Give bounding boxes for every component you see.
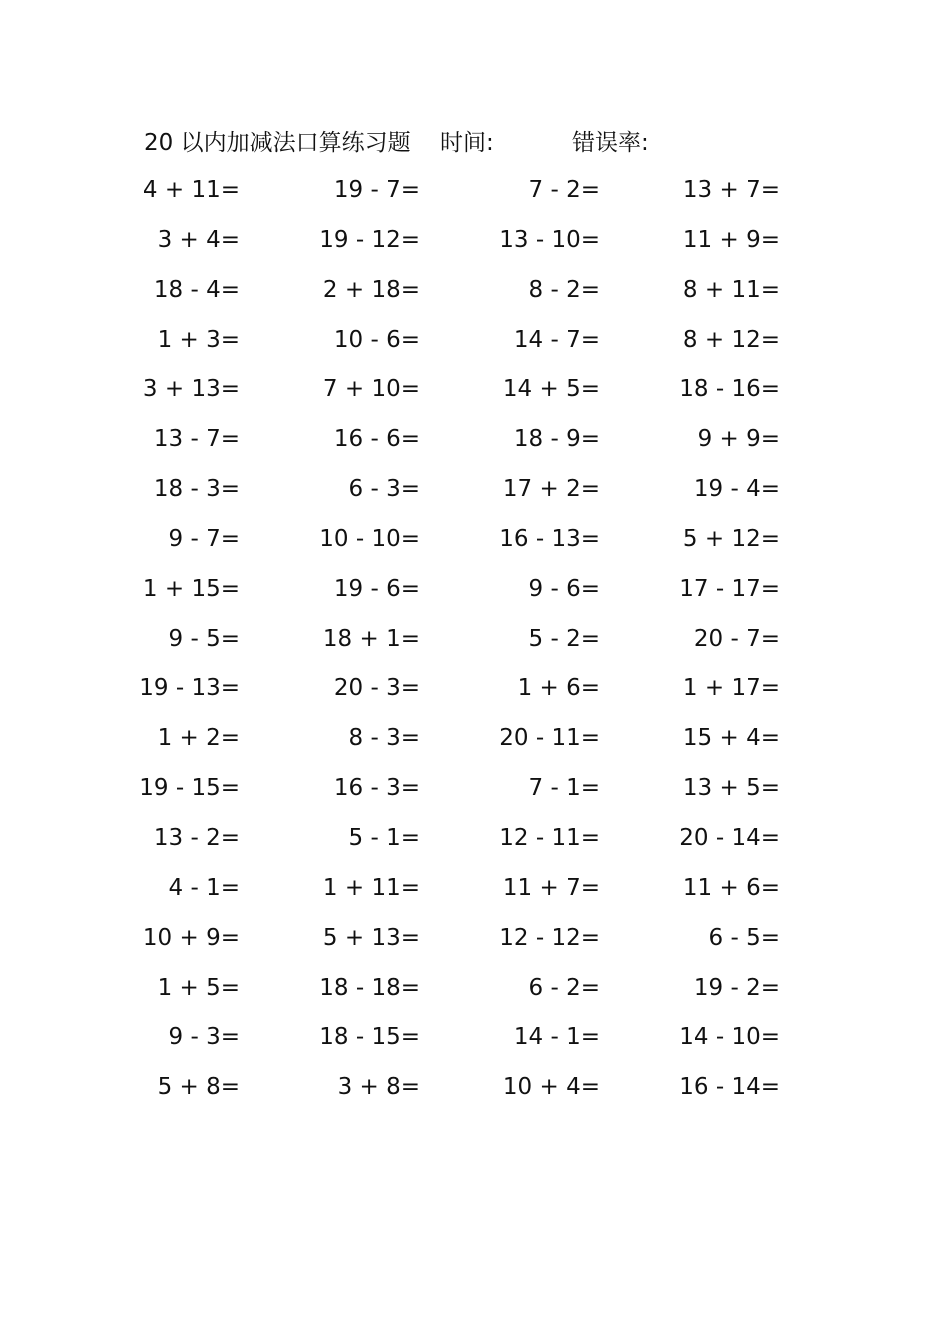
math-problem: 18 + 1= bbox=[322, 625, 420, 652]
math-problem: 17 + 2= bbox=[502, 476, 600, 503]
math-problem: 9 - 7= bbox=[168, 525, 240, 552]
math-problem: 8 - 3= bbox=[348, 725, 420, 752]
math-problem: 9 + 9= bbox=[697, 426, 780, 453]
problem-row bbox=[0, 914, 950, 964]
problem-row bbox=[0, 216, 950, 266]
math-problem: 14 - 7= bbox=[513, 326, 600, 353]
problem-row bbox=[0, 266, 950, 316]
problem-row bbox=[0, 615, 950, 665]
math-problem: 8 + 12= bbox=[682, 326, 780, 353]
math-problem: 14 - 1= bbox=[513, 1024, 600, 1051]
problem-row bbox=[0, 316, 950, 366]
math-problem: 14 - 10= bbox=[679, 1024, 780, 1051]
math-problem: 16 - 3= bbox=[333, 775, 420, 802]
problem-row bbox=[0, 465, 950, 515]
problem-row bbox=[0, 964, 950, 1014]
math-problem: 19 - 15= bbox=[139, 775, 240, 802]
problem-row bbox=[0, 864, 950, 914]
problem-row bbox=[0, 714, 950, 764]
math-problem: 9 - 6= bbox=[528, 575, 600, 602]
time-label: 时间: bbox=[440, 130, 494, 156]
math-problem: 19 - 12= bbox=[319, 226, 420, 253]
error-rate-label: 错误率: bbox=[572, 130, 649, 156]
math-problem: 1 + 3= bbox=[157, 326, 240, 353]
math-problem: 18 - 4= bbox=[153, 276, 240, 303]
math-problem: 10 - 10= bbox=[319, 525, 420, 552]
math-problem: 18 - 9= bbox=[513, 426, 600, 453]
math-problem: 17 - 17= bbox=[679, 575, 780, 602]
math-problem: 8 + 11= bbox=[682, 276, 780, 303]
math-problem: 5 - 1= bbox=[348, 824, 420, 851]
math-problem: 19 - 4= bbox=[693, 476, 780, 503]
math-problem: 5 + 8= bbox=[157, 1074, 240, 1101]
math-problem: 2 + 18= bbox=[322, 276, 420, 303]
worksheet-header bbox=[0, 125, 950, 161]
math-problem: 7 + 10= bbox=[322, 376, 420, 403]
math-problem: 13 + 5= bbox=[682, 775, 780, 802]
math-problem: 1 + 11= bbox=[322, 874, 420, 901]
math-problem: 13 - 2= bbox=[153, 824, 240, 851]
math-problem: 20 - 7= bbox=[693, 625, 780, 652]
math-problem: 3 + 4= bbox=[157, 226, 240, 253]
math-problem: 6 - 3= bbox=[348, 476, 420, 503]
math-problem: 5 - 2= bbox=[528, 625, 600, 652]
math-problem: 3 + 13= bbox=[142, 376, 240, 403]
problem-row bbox=[0, 415, 950, 465]
problem-row bbox=[0, 565, 950, 615]
math-problem: 4 + 11= bbox=[142, 177, 240, 203]
math-problem: 1 + 17= bbox=[682, 675, 780, 702]
problem-row bbox=[0, 664, 950, 714]
worksheet-title: 20 以内加减法口算练习题 bbox=[144, 130, 411, 156]
math-problem: 18 - 15= bbox=[319, 1024, 420, 1051]
math-problem: 1 + 5= bbox=[157, 974, 240, 1001]
math-problem: 18 - 18= bbox=[319, 974, 420, 1001]
problem-row bbox=[0, 1013, 950, 1063]
math-problem: 19 - 13= bbox=[139, 675, 240, 702]
math-problem: 19 - 7= bbox=[333, 177, 420, 203]
math-problem: 20 - 14= bbox=[679, 824, 780, 851]
math-problem: 10 - 6= bbox=[333, 326, 420, 353]
math-problem: 9 - 5= bbox=[168, 625, 240, 652]
math-problem: 16 - 14= bbox=[679, 1074, 780, 1101]
math-problem: 12 - 11= bbox=[499, 824, 600, 851]
math-problem: 6 - 2= bbox=[528, 974, 600, 1001]
math-problem: 13 - 10= bbox=[499, 226, 600, 253]
math-problem: 16 - 13= bbox=[499, 525, 600, 552]
math-problem: 5 + 12= bbox=[682, 525, 780, 552]
math-problem: 3 + 8= bbox=[337, 1074, 420, 1101]
math-problem: 6 - 5= bbox=[708, 924, 780, 951]
problem-row bbox=[0, 814, 950, 864]
math-problem: 4 - 1= bbox=[168, 874, 240, 901]
math-problem: 15 + 4= bbox=[682, 725, 780, 752]
math-problem: 1 + 15= bbox=[142, 575, 240, 602]
problem-row bbox=[0, 515, 950, 565]
math-problem: 11 + 6= bbox=[682, 874, 780, 901]
math-problem: 13 + 7= bbox=[682, 177, 780, 203]
math-problem: 10 + 4= bbox=[502, 1074, 600, 1101]
problem-row bbox=[0, 365, 950, 415]
math-problem: 19 - 6= bbox=[333, 575, 420, 602]
math-problem: 7 - 2= bbox=[528, 177, 600, 203]
math-problem: 13 - 7= bbox=[153, 426, 240, 453]
math-problem: 1 + 6= bbox=[517, 675, 600, 702]
problem-row bbox=[0, 764, 950, 814]
math-problem: 16 - 6= bbox=[333, 426, 420, 453]
math-problem: 5 + 13= bbox=[322, 924, 420, 951]
math-problem: 10 + 9= bbox=[142, 924, 240, 951]
math-problem: 9 - 3= bbox=[168, 1024, 240, 1051]
math-problem: 7 - 1= bbox=[528, 775, 600, 802]
math-problem: 12 - 12= bbox=[499, 924, 600, 951]
problem-row bbox=[0, 1063, 950, 1113]
problem-row bbox=[0, 166, 950, 216]
math-problem: 20 - 3= bbox=[333, 675, 420, 702]
math-problem: 8 - 2= bbox=[528, 276, 600, 303]
math-problem: 20 - 11= bbox=[499, 725, 600, 752]
math-problem: 19 - 2= bbox=[693, 974, 780, 1001]
math-problem: 18 - 3= bbox=[153, 476, 240, 503]
math-problem: 18 - 16= bbox=[679, 376, 780, 403]
math-problem: 1 + 2= bbox=[157, 725, 240, 752]
math-problem: 11 + 9= bbox=[682, 226, 780, 253]
problem-grid bbox=[0, 166, 950, 1113]
math-problem: 11 + 7= bbox=[502, 874, 600, 901]
math-problem: 14 + 5= bbox=[502, 376, 600, 403]
